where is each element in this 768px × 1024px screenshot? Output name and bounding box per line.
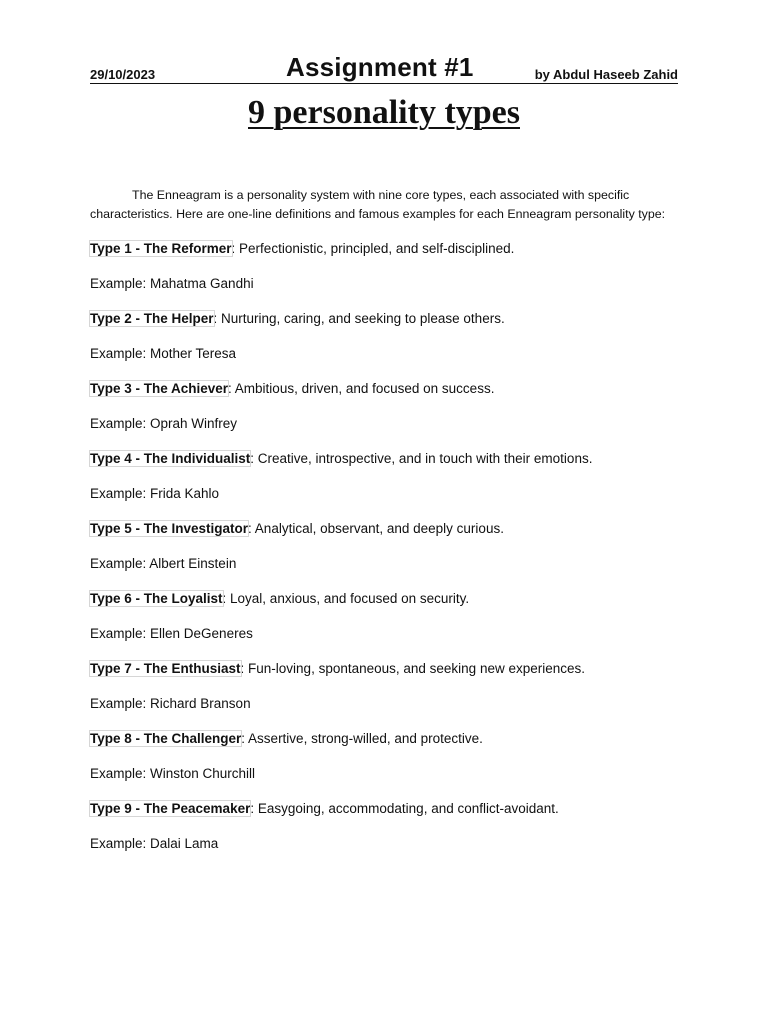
type-example: Example: Albert Einstein [90,556,237,571]
type-definition [90,448,690,483]
type-definition [90,238,690,273]
type-example: Example: Frida Kahlo [90,486,220,501]
type-name: Type 9 - The Peacemaker [90,801,251,816]
personality-type-list [90,238,690,868]
type-name: Type 2 - The Helper [90,311,214,326]
type-description: : Loyal, anxious, and focused on security. [222,591,470,606]
header-author: by Abdul Haseeb Zahid [534,67,678,82]
type-definition [90,798,690,833]
page-title [0,94,768,132]
type-example: Example: Dalai Lama [90,836,219,851]
type-example: Example: Ellen DeGeneres [90,626,253,641]
type-description: : Ambitious, driven, and focused on success. [228,381,495,396]
type-example: Example: Mother Teresa [90,346,237,361]
type-definition [90,588,690,623]
type-example: Example: Mahatma Gandhi [90,276,254,291]
type-definition [90,728,690,763]
type-description: : Easygoing, accommodating, and conflict-avoidant. [250,801,559,816]
type-name: Type 6 - The Loyalist [90,591,223,606]
type-name: Type 5 - The Investigator [90,521,249,536]
header-title: Assignment #1 [286,52,474,82]
intro-paragraph: The Enneagram is a personality system with nine core types, each associated with specific characteristics. Here are one-line definitions and famous examples for each Enneagram personality type: [90,188,666,221]
type-example: Example: Winston Churchill [90,766,256,781]
type-definition [90,308,690,343]
document-header [90,52,678,84]
type-name: Type 8 - The Challenger [90,731,242,746]
type-name: Type 1 - The Reformer [90,241,232,256]
type-description: : Perfectionistic, principled, and self-disciplined. [231,241,515,256]
header-date: 29/10/2023 [90,67,156,82]
type-description: : Creative, introspective, and in touch with their emotions. [250,451,593,466]
type-description: : Analytical, observant, and deeply curious. [248,521,504,536]
type-description: : Nurturing, caring, and seeking to please others. [213,311,505,326]
type-name: Type 3 - The Achiever [90,381,229,396]
type-definition [90,658,690,693]
page-title-text: 9 personality types [248,94,520,131]
type-example: Example: Richard Branson [90,696,251,711]
type-name: Type 7 - The Enthusiast [90,661,241,676]
type-description: : Assertive, strong-willed, and protective. [241,731,483,746]
type-definition [90,378,690,413]
type-name: Type 4 - The Individualist [90,451,251,466]
type-description: : Fun-loving, spontaneous, and seeking new experiences. [240,661,585,676]
type-definition [90,518,690,553]
type-example: Example: Oprah Winfrey [90,416,238,431]
